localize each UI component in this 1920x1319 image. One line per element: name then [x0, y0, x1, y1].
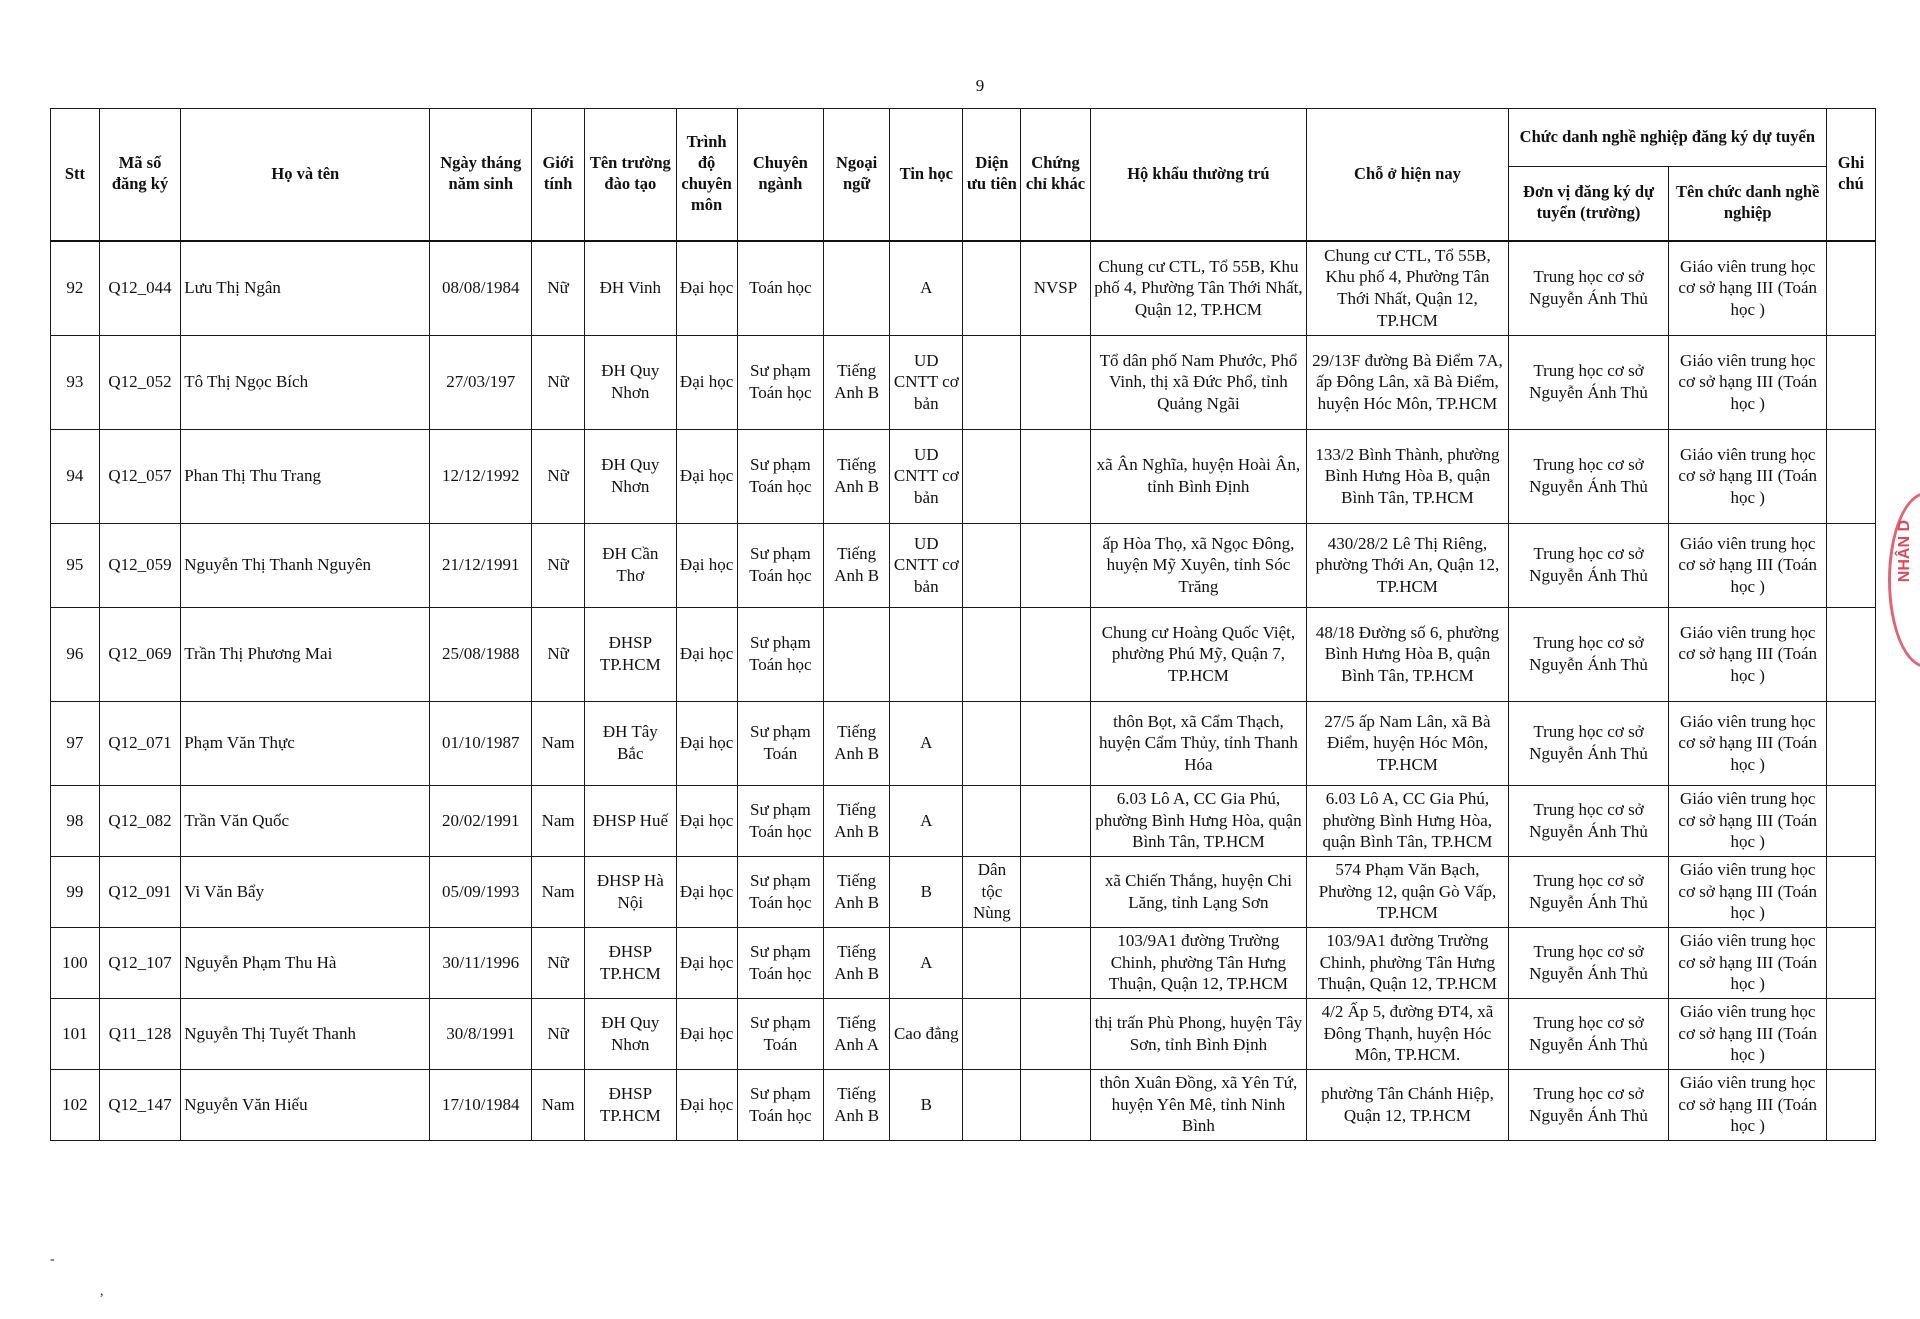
cell-don-vi: Trung học cơ sở Nguyễn Ánh Thủ	[1508, 607, 1669, 701]
table-row	[51, 1069, 1876, 1140]
cell-chuc-danh: Giáo viên trung học cơ sở hạng III (Toán học )	[1669, 927, 1827, 998]
cell-trinh-do: Đại học	[676, 998, 737, 1069]
cell-chung-chi	[1021, 998, 1090, 1069]
cell-ho-khau: Tổ dân phố Nam Phước, Phổ Vinh, thị xã Đức Phổ, tỉnh Quảng Ngãi	[1090, 335, 1307, 429]
cell-chuyen-nganh: Sư phạm Toán học	[737, 335, 823, 429]
cell-gioi-tinh: Nữ	[532, 607, 585, 701]
cell-truong: ĐH Quy Nhơn	[585, 429, 677, 523]
cell-truong: ĐHSP Hà Nội	[585, 856, 677, 927]
cell-ho-khau: ấp Hòa Thọ, xã Ngọc Đông, huyện Mỹ Xuyên, tỉnh Sóc Trăng	[1090, 523, 1307, 607]
cell-cho-o: 29/13F đường Bà Điểm 7A, ấp Đông Lân, xã Bà Điểm, huyện Hóc Môn, TP.HCM	[1307, 335, 1508, 429]
cell-trinh-do: Đại học	[676, 523, 737, 607]
cell-dien-uu-tien	[963, 701, 1021, 785]
cell-ngoai-ngu: Tiếng Anh B	[824, 785, 890, 856]
cell-ho-khau: 103/9A1 đường Trường Chinh, phường Tân Hưng Thuận, Quận 12, TP.HCM	[1090, 927, 1307, 998]
cell-tin-hoc: B	[890, 856, 963, 927]
cell-trinh-do: Đại học	[676, 607, 737, 701]
cell-stt: 98	[51, 785, 100, 856]
cell-ma-so: Q12_057	[99, 429, 180, 523]
cell-ngoai-ngu	[824, 241, 890, 336]
cell-ngay-sinh: 05/09/1993	[430, 856, 532, 927]
cell-ma-so: Q12_044	[99, 241, 180, 336]
cell-tin-hoc: A	[890, 785, 963, 856]
table-row	[51, 998, 1876, 1069]
cell-ho-khau: Chung cư Hoàng Quốc Việt, phường Phú Mỹ, Quận 7, TP.HCM	[1090, 607, 1307, 701]
cell-ghi-chu	[1827, 523, 1876, 607]
cell-don-vi: Trung học cơ sở Nguyễn Ánh Thủ	[1508, 241, 1669, 336]
cell-gioi-tinh: Nam	[532, 1069, 585, 1140]
header-chuc-danh-group: Chức danh nghề nghiệp đăng ký dự tuyển	[1508, 109, 1826, 167]
table-row	[51, 785, 1876, 856]
cell-chuyen-nganh: Sư phạm Toán học	[737, 1069, 823, 1140]
cell-tin-hoc: Cao đẳng	[890, 998, 963, 1069]
cell-ghi-chu	[1827, 429, 1876, 523]
cell-truong: ĐH Quy Nhơn	[585, 335, 677, 429]
cell-ho-ten: Vi Văn Bẩy	[181, 856, 430, 927]
cell-gioi-tinh: Nam	[532, 701, 585, 785]
cell-tin-hoc: A	[890, 927, 963, 998]
header-ho-ten: Họ và tên	[181, 109, 430, 241]
cell-chuc-danh: Giáo viên trung học cơ sở hạng III (Toán học )	[1669, 523, 1827, 607]
cell-dien-uu-tien	[963, 1069, 1021, 1140]
header-ghi-chu: Ghi chú	[1827, 109, 1876, 241]
cell-ho-khau: 6.03 Lô A, CC Gia Phú, phường Bình Hưng Hòa, quận Bình Tân, TP.HCM	[1090, 785, 1307, 856]
cell-stt: 93	[51, 335, 100, 429]
cell-cho-o: 133/2 Bình Thành, phường Bình Hưng Hòa B, quận Bình Tân, TP.HCM	[1307, 429, 1508, 523]
cell-dien-uu-tien	[963, 607, 1021, 701]
cell-ngay-sinh: 12/12/1992	[430, 429, 532, 523]
cell-chung-chi: NVSP	[1021, 241, 1090, 336]
cell-ngoai-ngu: Tiếng Anh B	[824, 1069, 890, 1140]
cell-truong: ĐHSP TP.HCM	[585, 1069, 677, 1140]
cell-chung-chi	[1021, 335, 1090, 429]
cell-ngoai-ngu: Tiếng Anh B	[824, 335, 890, 429]
cell-truong: ĐHSP TP.HCM	[585, 927, 677, 998]
table-row	[51, 607, 1876, 701]
cell-ho-ten: Nguyễn Văn Hiếu	[181, 1069, 430, 1140]
header-cho-o: Chỗ ở hiện nay	[1307, 109, 1508, 241]
cell-ngoai-ngu: Tiếng Anh B	[824, 523, 890, 607]
cell-ngay-sinh: 08/08/1984	[430, 241, 532, 336]
cell-ma-so: Q12_052	[99, 335, 180, 429]
cell-dien-uu-tien	[963, 927, 1021, 998]
cell-trinh-do: Đại học	[676, 335, 737, 429]
cell-ho-ten: Nguyễn Thị Tuyết Thanh	[181, 998, 430, 1069]
cell-trinh-do: Đại học	[676, 785, 737, 856]
cell-gioi-tinh: Nữ	[532, 241, 585, 336]
cell-chuc-danh: Giáo viên trung học cơ sở hạng III (Toán học )	[1669, 607, 1827, 701]
table-row	[51, 856, 1876, 927]
cell-chuc-danh: Giáo viên trung học cơ sở hạng III (Toán học )	[1669, 856, 1827, 927]
cell-cho-o: 27/5 ấp Nam Lân, xã Bà Điểm, huyện Hóc Môn, TP.HCM	[1307, 701, 1508, 785]
cell-ghi-chu	[1827, 241, 1876, 336]
cell-ngoai-ngu: Tiếng Anh A	[824, 998, 890, 1069]
cell-don-vi: Trung học cơ sở Nguyễn Ánh Thủ	[1508, 335, 1669, 429]
header-gioi-tinh: Giới tính	[532, 109, 585, 241]
cell-don-vi: Trung học cơ sở Nguyễn Ánh Thủ	[1508, 856, 1669, 927]
cell-ho-khau: Chung cư CTL, Tổ 55B, Khu phố 4, Phường Tân Thới Nhất, Quận 12, TP.HCM	[1090, 241, 1307, 336]
cell-gioi-tinh: Nữ	[532, 523, 585, 607]
cell-truong: ĐHSP TP.HCM	[585, 607, 677, 701]
cell-chuc-danh: Giáo viên trung học cơ sở hạng III (Toán học )	[1669, 785, 1827, 856]
cell-stt: 100	[51, 927, 100, 998]
cell-ghi-chu	[1827, 856, 1876, 927]
cell-ma-so: Q12_059	[99, 523, 180, 607]
cell-chuc-danh: Giáo viên trung học cơ sở hạng III (Toán học )	[1669, 701, 1827, 785]
cell-ngay-sinh: 27/03/197	[430, 335, 532, 429]
cell-chuc-danh: Giáo viên trung học cơ sở hạng III (Toán học )	[1669, 998, 1827, 1069]
cell-ngoai-ngu: Tiếng Anh B	[824, 701, 890, 785]
cell-ma-so: Q12_107	[99, 927, 180, 998]
cell-gioi-tinh: Nam	[532, 856, 585, 927]
cell-ngay-sinh: 25/08/1988	[430, 607, 532, 701]
cell-ghi-chu	[1827, 1069, 1876, 1140]
cell-ngoai-ngu: Tiếng Anh B	[824, 927, 890, 998]
cell-chuyen-nganh: Sư phạm Toán học	[737, 927, 823, 998]
cell-dien-uu-tien	[963, 241, 1021, 336]
cell-cho-o: 574 Phạm Văn Bạch, Phường 12, quận Gò Vấp, TP.HCM	[1307, 856, 1508, 927]
page-number: 9	[975, 76, 985, 95]
cell-tin-hoc: UD CNTT cơ bản	[890, 429, 963, 523]
cell-ngay-sinh: 30/8/1991	[430, 998, 532, 1069]
cell-ngoai-ngu: Tiếng Anh B	[824, 856, 890, 927]
cell-dien-uu-tien	[963, 998, 1021, 1069]
cell-trinh-do: Đại học	[676, 1069, 737, 1140]
header-don-vi: Đơn vị đăng ký dự tuyển (trường)	[1508, 167, 1669, 241]
table-row	[51, 241, 1876, 336]
cell-cho-o: phường Tân Chánh Hiệp, Quận 12, TP.HCM	[1307, 1069, 1508, 1140]
cell-ngay-sinh: 21/12/1991	[430, 523, 532, 607]
header-ten-chuc-danh: Tên chức danh nghề nghiệp	[1669, 167, 1827, 241]
cell-tin-hoc: B	[890, 1069, 963, 1140]
cell-ho-ten: Phạm Văn Thực	[181, 701, 430, 785]
cell-dien-uu-tien	[963, 429, 1021, 523]
cell-don-vi: Trung học cơ sở Nguyễn Ánh Thủ	[1508, 998, 1669, 1069]
cell-cho-o: 48/18 Đường số 6, phường Bình Hưng Hòa B, quận Bình Tân, TP.HCM	[1307, 607, 1508, 701]
cell-truong: ĐH Vinh	[585, 241, 677, 336]
cell-trinh-do: Đại học	[676, 927, 737, 998]
table-row	[51, 335, 1876, 429]
cell-ghi-chu	[1827, 927, 1876, 998]
cell-ghi-chu	[1827, 701, 1876, 785]
cell-ma-so: Q12_082	[99, 785, 180, 856]
cell-ho-khau: thôn Bọt, xã Cẩm Thạch, huyện Cẩm Thủy, tỉnh Thanh Hóa	[1090, 701, 1307, 785]
table-body	[51, 241, 1876, 1141]
cell-stt: 102	[51, 1069, 100, 1140]
cell-ho-ten: Nguyễn Phạm Thu Hà	[181, 927, 430, 998]
cell-ho-ten: Tô Thị Ngọc Bích	[181, 335, 430, 429]
cell-gioi-tinh: Nữ	[532, 335, 585, 429]
cell-chung-chi	[1021, 429, 1090, 523]
header-ngoai-ngu: Ngoại ngữ	[824, 109, 890, 241]
cell-stt: 97	[51, 701, 100, 785]
cell-cho-o: 6.03 Lô A, CC Gia Phú, phường Bình Hưng Hòa, quận Bình Tân, TP.HCM	[1307, 785, 1508, 856]
cell-ghi-chu	[1827, 785, 1876, 856]
cell-ma-so: Q12_147	[99, 1069, 180, 1140]
cell-ho-ten: Lưu Thị Ngân	[181, 241, 430, 336]
cell-stt: 101	[51, 998, 100, 1069]
cell-trinh-do: Đại học	[676, 701, 737, 785]
cell-chung-chi	[1021, 523, 1090, 607]
cell-ma-so: Q12_069	[99, 607, 180, 701]
cell-stt: 96	[51, 607, 100, 701]
cell-ma-so: Q12_091	[99, 856, 180, 927]
cell-cho-o: 430/28/2 Lê Thị Riêng, phường Thới An, Quận 12, TP.HCM	[1307, 523, 1508, 607]
cell-don-vi: Trung học cơ sở Nguyễn Ánh Thủ	[1508, 1069, 1669, 1140]
cell-tin-hoc: UD CNTT cơ bản	[890, 523, 963, 607]
cell-stt: 99	[51, 856, 100, 927]
cell-don-vi: Trung học cơ sở Nguyễn Ánh Thủ	[1508, 701, 1669, 785]
table-row	[51, 523, 1876, 607]
cell-tin-hoc: UD CNTT cơ bản	[890, 335, 963, 429]
cell-ngoai-ngu: Tiếng Anh B	[824, 429, 890, 523]
cell-tin-hoc	[890, 607, 963, 701]
cell-ngay-sinh: 20/02/1991	[430, 785, 532, 856]
cell-ho-ten: Trần Văn Quốc	[181, 785, 430, 856]
header-chung-chi: Chứng chỉ khác	[1021, 109, 1090, 241]
cell-chuyen-nganh: Sư phạm Toán	[737, 701, 823, 785]
cell-truong: ĐHSP Huế	[585, 785, 677, 856]
cell-trinh-do: Đại học	[676, 856, 737, 927]
cell-gioi-tinh: Nữ	[532, 429, 585, 523]
cell-stt: 94	[51, 429, 100, 523]
cell-chuyen-nganh: Sư phạm Toán học	[737, 429, 823, 523]
cell-ngoai-ngu	[824, 607, 890, 701]
cell-ho-ten: Nguyễn Thị Thanh Nguyên	[181, 523, 430, 607]
cell-ma-so: Q11_128	[99, 998, 180, 1069]
header-dien-uu-tien: Diện ưu tiên	[963, 109, 1021, 241]
cell-ngay-sinh: 30/11/1996	[430, 927, 532, 998]
header-tin-hoc: Tin học	[890, 109, 963, 241]
cell-tin-hoc: A	[890, 701, 963, 785]
header-chuyen-nganh: Chuyên ngành	[737, 109, 823, 241]
table-row	[51, 701, 1876, 785]
header-ma-so: Mã số đăng ký	[99, 109, 180, 241]
cell-chuyen-nganh: Sư phạm Toán học	[737, 523, 823, 607]
cell-chung-chi	[1021, 701, 1090, 785]
scan-mark: -	[50, 1252, 55, 1267]
cell-chung-chi	[1021, 927, 1090, 998]
header-ho-khau: Hộ khẩu thường trú	[1090, 109, 1307, 241]
scan-mark: ,	[100, 1284, 104, 1299]
cell-chuyen-nganh: Sư phạm Toán	[737, 998, 823, 1069]
cell-ho-ten: Trần Thị Phương Mai	[181, 607, 430, 701]
cell-truong: ĐH Tây Bắc	[585, 701, 677, 785]
header-trinh-do: Trình độ chuyên môn	[676, 109, 737, 241]
cell-don-vi: Trung học cơ sở Nguyễn Ánh Thủ	[1508, 927, 1669, 998]
cell-dien-uu-tien	[963, 523, 1021, 607]
table-row	[51, 429, 1876, 523]
cell-tin-hoc: A	[890, 241, 963, 336]
cell-ho-khau: xã Ân Nghĩa, huyện Hoài Ân, tỉnh Bình Định	[1090, 429, 1307, 523]
cell-chuyen-nganh: Sư phạm Toán học	[737, 607, 823, 701]
cell-ghi-chu	[1827, 607, 1876, 701]
cell-ho-khau: xã Chiến Thắng, huyện Chi Lăng, tỉnh Lạng Sơn	[1090, 856, 1307, 927]
cell-truong: ĐH Cần Thơ	[585, 523, 677, 607]
cell-chuyen-nganh: Sư phạm Toán học	[737, 785, 823, 856]
cell-chuc-danh: Giáo viên trung học cơ sở hạng III (Toán học )	[1669, 1069, 1827, 1140]
seal-text: NHÂN D	[1896, 520, 1913, 583]
cell-chuyen-nganh: Toán học	[737, 241, 823, 336]
cell-gioi-tinh: Nữ	[532, 927, 585, 998]
cell-dien-uu-tien	[963, 785, 1021, 856]
cell-don-vi: Trung học cơ sở Nguyễn Ánh Thủ	[1508, 429, 1669, 523]
header-truong: Tên trường đào tạo	[585, 109, 677, 241]
table-row	[51, 927, 1876, 998]
cell-cho-o: Chung cư CTL, Tổ 55B, Khu phố 4, Phường Tân Thới Nhất, Quận 12, TP.HCM	[1307, 241, 1508, 336]
cell-truong: ĐH Quy Nhơn	[585, 998, 677, 1069]
cell-ho-khau: thị trấn Phù Phong, huyện Tây Sơn, tỉnh Bình Định	[1090, 998, 1307, 1069]
cell-cho-o: 4/2 Ấp 5, đường ĐT4, xã Đông Thạnh, huyện Hóc Môn, TP.HCM.	[1307, 998, 1508, 1069]
cell-chuc-danh: Giáo viên trung học cơ sở hạng III (Toán học )	[1669, 241, 1827, 336]
cell-gioi-tinh: Nữ	[532, 998, 585, 1069]
cell-chung-chi	[1021, 1069, 1090, 1140]
header-stt: Stt	[51, 109, 100, 241]
cell-gioi-tinh: Nam	[532, 785, 585, 856]
cell-don-vi: Trung học cơ sở Nguyễn Ánh Thủ	[1508, 785, 1669, 856]
candidate-table	[50, 108, 1876, 1141]
cell-chung-chi	[1021, 785, 1090, 856]
cell-ho-ten: Phan Thị Thu Trang	[181, 429, 430, 523]
cell-ghi-chu	[1827, 335, 1876, 429]
cell-chung-chi	[1021, 856, 1090, 927]
cell-ngay-sinh: 17/10/1984	[430, 1069, 532, 1140]
cell-dien-uu-tien	[963, 335, 1021, 429]
cell-ghi-chu	[1827, 998, 1876, 1069]
cell-don-vi: Trung học cơ sở Nguyễn Ánh Thủ	[1508, 523, 1669, 607]
table-header	[51, 109, 1876, 241]
cell-ho-khau: thôn Xuân Đồng, xã Yên Tứ, huyện Yên Mê, tỉnh Ninh Bình	[1090, 1069, 1307, 1140]
cell-dien-uu-tien: Dân tộc Nùng	[963, 856, 1021, 927]
cell-cho-o: 103/9A1 đường Trường Chinh, phường Tân Hưng Thuận, Quận 12, TP.HCM	[1307, 927, 1508, 998]
cell-ma-so: Q12_071	[99, 701, 180, 785]
cell-stt: 92	[51, 241, 100, 336]
header-ngay-sinh: Ngày tháng năm sinh	[430, 109, 532, 241]
cell-chuc-danh: Giáo viên trung học cơ sở hạng III (Toán học )	[1669, 335, 1827, 429]
cell-trinh-do: Đại học	[676, 241, 737, 336]
cell-stt: 95	[51, 523, 100, 607]
cell-chuyen-nganh: Sư phạm Toán học	[737, 856, 823, 927]
cell-ngay-sinh: 01/10/1987	[430, 701, 532, 785]
cell-trinh-do: Đại học	[676, 429, 737, 523]
cell-chuc-danh: Giáo viên trung học cơ sở hạng III (Toán học )	[1669, 429, 1827, 523]
cell-chung-chi	[1021, 607, 1090, 701]
